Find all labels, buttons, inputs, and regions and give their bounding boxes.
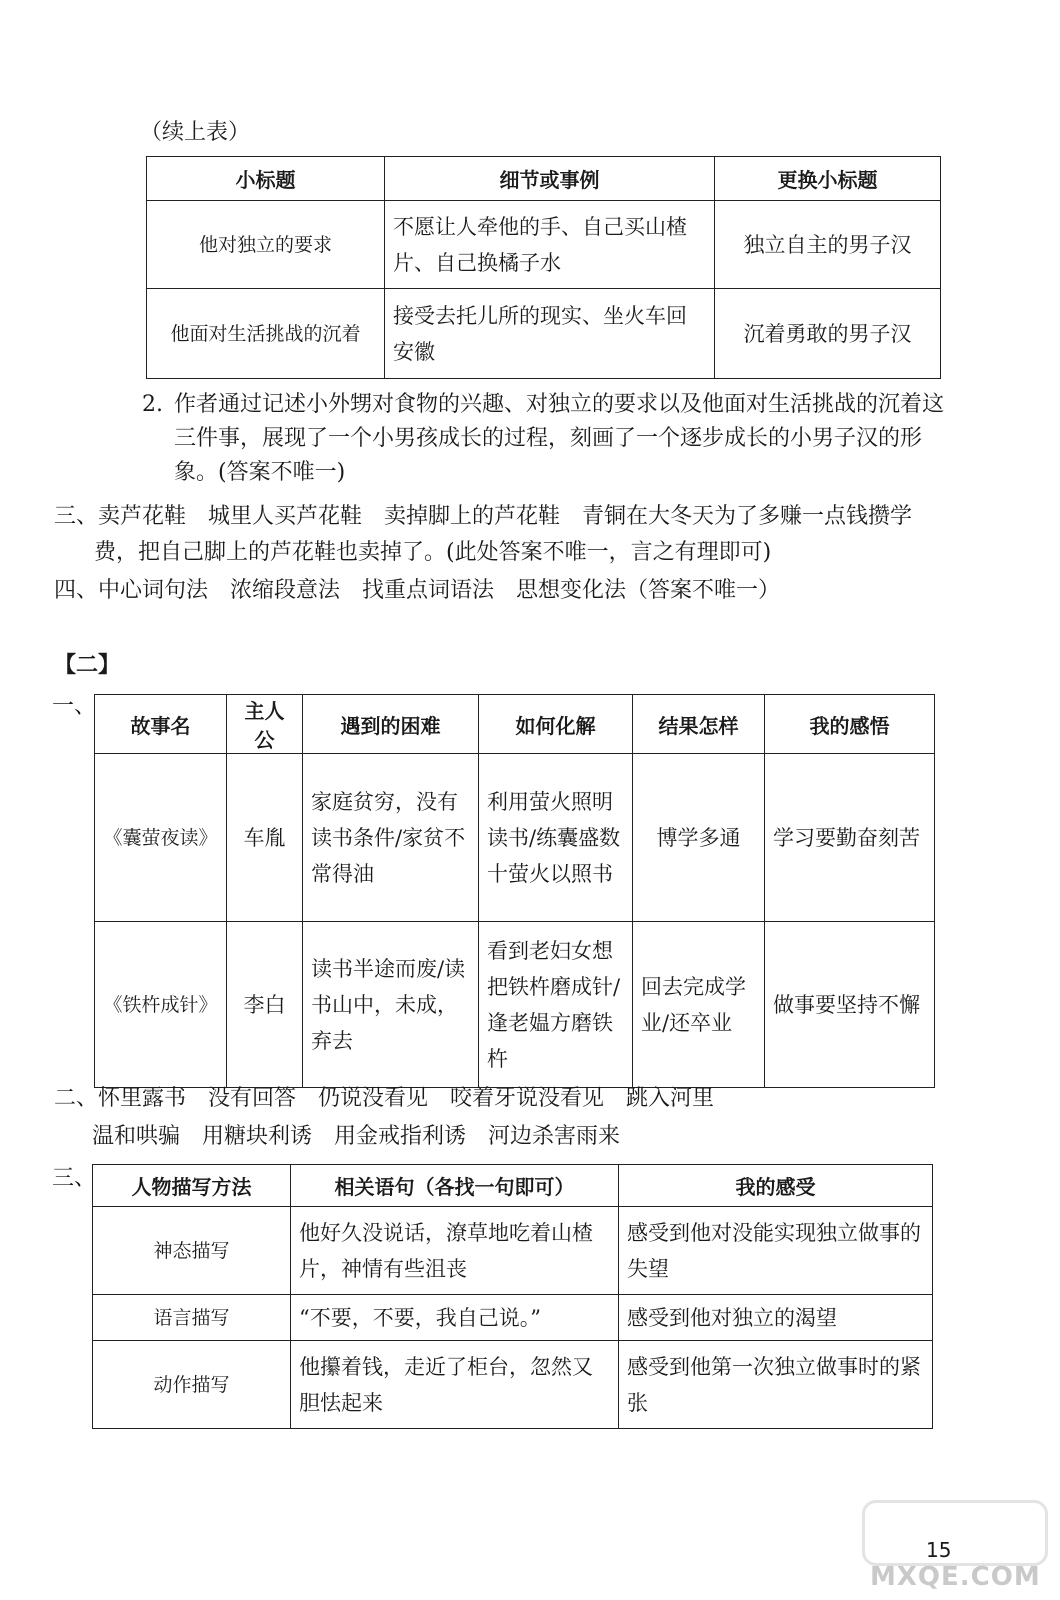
table1-cell: 接受去托儿所的现实、坐火车回安徽: [385, 289, 715, 379]
watermark-text: MXQE.COM: [870, 1562, 1041, 1592]
table2-cell: 博学多通: [633, 754, 765, 922]
table3-cell: 他攥着钱，走近了柜台，忽然又胆怯起来: [291, 1341, 619, 1429]
table2-cell: 读书半途而废/读书山中，未成，弃去: [303, 922, 479, 1088]
table3-cell: 神态描写: [93, 1207, 291, 1295]
item-1-label: 一、: [52, 694, 97, 719]
table-subtitles: [146, 156, 941, 379]
table1-header: 更换小标题: [715, 157, 941, 201]
table-stories: [94, 694, 935, 1088]
question-2-answer: 作者通过记述小外甥对食物的兴趣、对独立的要求以及他面对生活挑战的沉着这三件事，展现了一个小男孩成长的过程，刻画了一个逐步成长的小男子汉的形象。(答案不唯一): [174, 392, 945, 485]
table1-cell: 他对独立的要求: [147, 201, 385, 289]
table2-cell: 李白: [227, 922, 303, 1088]
table2-cell: 看到老妇女想把铁杵磨成针/逢老媪方磨铁杵: [479, 922, 633, 1088]
watermark-logo-icon: [862, 1500, 1048, 1566]
table-row: [147, 201, 941, 289]
table3-cell: 感受到他对没能实现独立做事的失望: [619, 1207, 933, 1295]
table-row: [93, 1295, 933, 1341]
page-number: 15: [926, 1538, 952, 1562]
table1-header: 小标题: [147, 157, 385, 201]
table-row: [147, 289, 941, 379]
table-description-methods: [92, 1164, 933, 1429]
table2-header: 如何化解: [479, 695, 633, 754]
part-2-heading: 【二】: [54, 652, 121, 678]
table3-cell: “不要，不要，我自己说。”: [291, 1295, 619, 1341]
table3-header: 人物描写方法: [93, 1165, 291, 1207]
table2-cell: 家庭贫穷，没有读书条件/家贫不常得油: [303, 754, 479, 922]
table2-header: 遇到的困难: [303, 695, 479, 754]
table1-cell: 不愿让人牵他的手、自己买山楂片、自己换橘子水: [385, 201, 715, 289]
table3-header: 我的感受: [619, 1165, 933, 1207]
continued-label: （续上表）: [140, 120, 251, 145]
table1-header: 细节或事例: [385, 157, 715, 201]
table2-header: 主人公: [227, 695, 303, 754]
table2-header: 我的感悟: [765, 695, 935, 754]
table2-header: 结果怎样: [633, 695, 765, 754]
table-row: [95, 754, 935, 922]
table2-cell: 《铁杵成针》: [95, 922, 227, 1088]
table2-cell: 车胤: [227, 754, 303, 922]
table3-cell: 感受到他对独立的渴望: [619, 1295, 933, 1341]
item-2-line-1: 二、怀里露书 没有回答 仍说没看见 咬着牙说没看见 跳入河里: [54, 1086, 715, 1111]
table2-header: 故事名: [95, 695, 227, 754]
item-3-label: 三、: [52, 1166, 97, 1191]
table-row: [95, 922, 935, 1088]
table-row: [93, 1341, 933, 1429]
table1-cell: 他面对生活挑战的沉着: [147, 289, 385, 379]
table3-cell: 语言描写: [93, 1295, 291, 1341]
table3-header: 相关语句（各找一句即可）: [291, 1165, 619, 1207]
item-2-line-2: 温和哄骗 用糖块利诱 用金戒指利诱 河边杀害雨来: [92, 1124, 621, 1149]
table3-cell: 他好久没说话，潦草地吃着山楂片，神情有些沮丧: [291, 1207, 619, 1295]
table1-cell: 沉着勇敢的男子汉: [715, 289, 941, 379]
table2-cell: 《囊萤夜读》: [95, 754, 227, 922]
table3-cell: 感受到他第一次独立做事时的紧张: [619, 1341, 933, 1429]
section-3-line-2: 费，把自己脚上的芦花鞋也卖掉了。(此处答案不唯一，言之有理即可): [94, 540, 772, 565]
table2-cell: 利用萤火照明读书/练囊盛数十萤火以照书: [479, 754, 633, 922]
question-2-number: 2.: [142, 392, 163, 417]
table2-cell: 做事要坚持不懈: [765, 922, 935, 1088]
table2-cell: 学习要勤奋刻苦: [765, 754, 935, 922]
section-3-line-1: 三、卖芦花鞋 城里人买芦花鞋 卖掉脚上的芦花鞋 青铜在大冬天为了多赚一点钱攒学: [54, 504, 913, 529]
table3-cell: 动作描写: [93, 1341, 291, 1429]
table-row: [93, 1207, 933, 1295]
table2-cell: 回去完成学业/还卒业: [633, 922, 765, 1088]
section-4-answer: 四、中心词句法 浓缩段意法 找重点词语法 思想变化法（答案不唯一）: [54, 578, 781, 603]
table1-cell: 独立自主的男子汉: [715, 201, 941, 289]
